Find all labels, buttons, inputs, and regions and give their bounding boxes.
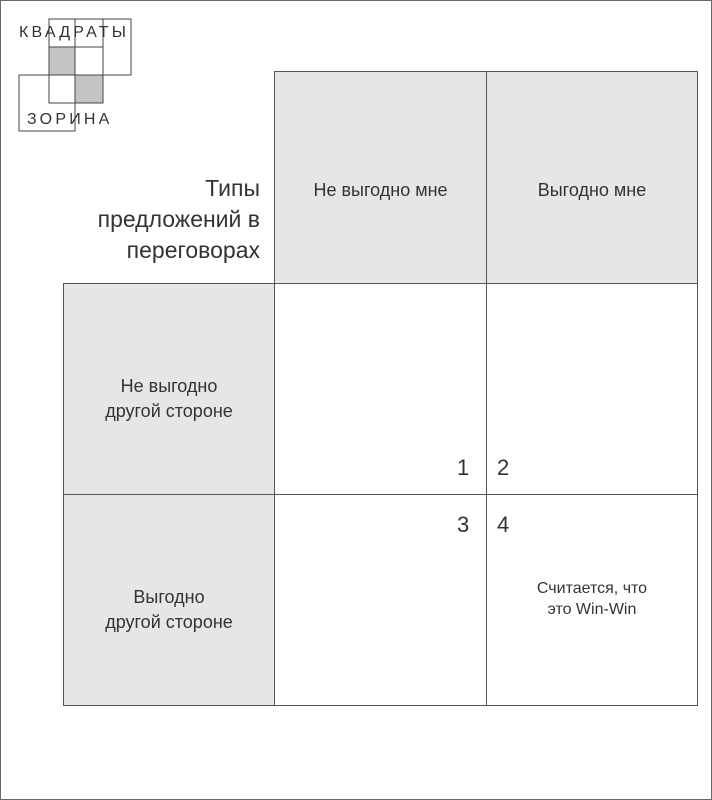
quadrant-4-note: Считается, что это Win-Win [536,580,648,618]
row-header-not-beneficial-other [63,283,275,495]
quadrant-number-2: 2 [497,455,510,480]
column-header-beneficial-me [486,71,698,284]
logo [11,11,141,136]
quadrant-2 [486,283,698,495]
quadrant-number-1: 1 [457,455,470,480]
column-header-not-beneficial-me [274,71,487,284]
logo-text-bottom: ЗОРИНА [27,111,113,128]
quadrant-3 [274,494,487,706]
logo-text-top: КВАДРАТЫ [19,24,130,41]
quadrant-number-4: 4 [497,512,510,537]
quadrant-1 [274,283,487,495]
column-header-label: Выгодно мне [537,180,647,200]
row-header-label: Не выгодно другой стороне [105,376,233,421]
column-header-label: Не выгодно мне [313,180,448,200]
quadrant-number-3: 3 [457,512,470,537]
row-header-label: Выгодно другой стороне [105,587,233,632]
diagram-title: Типы предложений в переговорах [97,175,260,263]
row-header-beneficial-other [63,494,275,706]
